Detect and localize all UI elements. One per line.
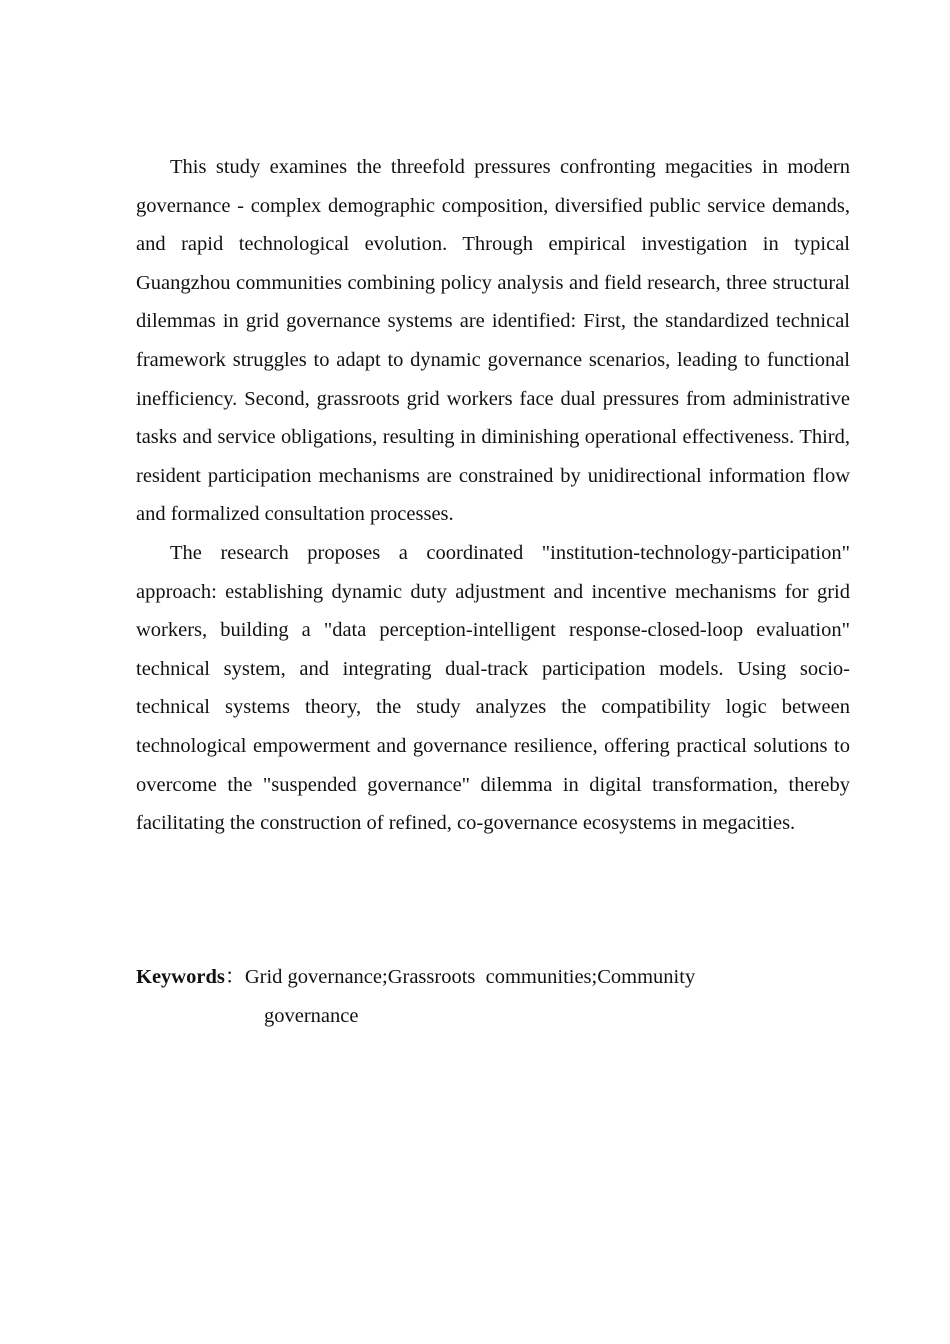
keywords-line-2: governance — [264, 1004, 359, 1027]
abstract-paragraph-2: The research proposes a coordinated "institution-technology-participation" approach: establishing dynamic duty adjustment and incentive mechanisms for grid workers, building a "data perception-intelligent response-closed-loop evaluation" technical system, and integrating dual-track participation models. Using socio-technical systems theory, the study analyzes the compatibility logic between technological empowerment and governance resilience, offering practical solutions to overcome the "suspended governance" dilemma in digital transformation, thereby facilitating the construction of refined, co-governance ecosystems in megacities. — [136, 541, 850, 835]
keywords-label: Keywords — [136, 966, 225, 988]
abstract-body — [136, 148, 850, 843]
keywords-list: Grid governance;Grassroots communities;Community — [244, 966, 696, 988]
keywords-section — [136, 958, 850, 1035]
keywords-separator: ： — [224, 966, 246, 988]
keywords-line-1 — [136, 958, 850, 997]
abstract-paragraph-1: This study examines the threefold pressures confronting megacities in modern governance - complex demographic composition, diversified public service demands, and rapid technological evolution. Through empirical investigation in typical Guangzhou communities combining policy analysis and field research, three structural dilemmas in grid governance systems are identified: First, the standardized technical framework struggles to adapt to dynamic governance scenarios, leading to functional inefficiency. Second, grassroots grid workers face dual pressures from administrative tasks and service obligations, resulting in diminishing operational effectiveness. Third, resident participation mechanisms are constrained by unidirectional information flow and formalized consultation processes. — [136, 156, 850, 526]
